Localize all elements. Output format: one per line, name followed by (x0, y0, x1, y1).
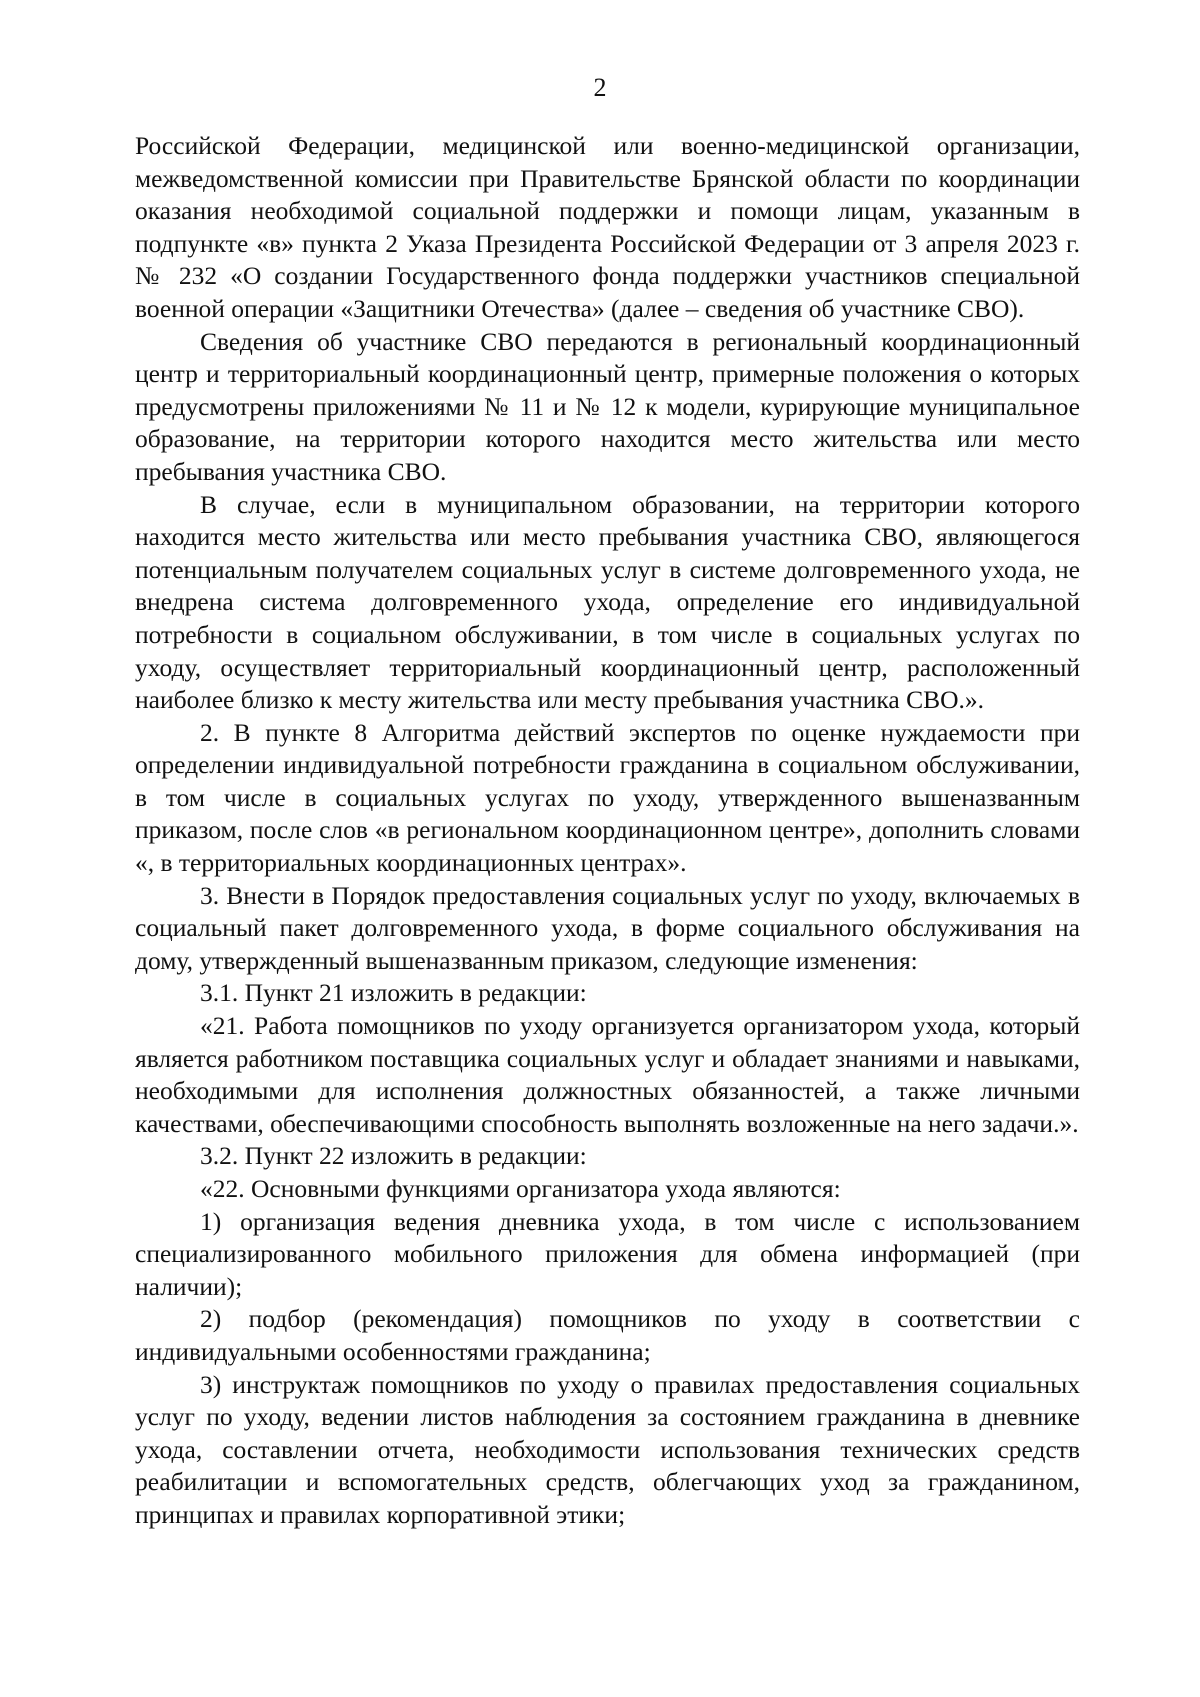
paragraph: Сведения об участнике СВО передаются в региональный координационный центр и территориальный координационный центр, примерные положения о которых предусмотрены приложениями № 11 и № 12 к модели, курирующие муниципальное образование, на территории которого находится место жительства или место пребывания участника СВО. (135, 326, 1080, 486)
page-number: 2 (593, 73, 607, 102)
document-body (135, 130, 1080, 1532)
paragraph: 3.1. Пункт 21 изложить в редакции: (200, 978, 587, 1008)
paragraph: «21. Работа помощников по уходу организуется организатором ухода, который является работником поставщика социальных услуг и обладает знаниями и навыками, необходимыми для исполнения должностных обязанностей, а также личными качествами, обеспечивающими способность выполнять возложенные на него задачи.». (135, 1011, 1080, 1138)
paragraph: 3.2. Пункт 22 изложить в редакции: (200, 1141, 587, 1171)
paragraph: Российской Федерации, медицинской или военно-медицинской организации, межведомственной комиссии при Правительстве Брянской области по координации оказания необходимой социальной поддержки и помощи лицам, указанным в подпункте «в» пункта 2 Указа Президента Российской Федерации от 3 апреля 2023 г. № 232 «О создании Государственного фонда поддержки участников специальной военной операции «Защитники Отечества» (далее – сведения об участнике СВО). (135, 131, 1080, 323)
paragraph: «22. Основными функциями организатора ухода являются: (200, 1174, 841, 1203)
paragraph: 1) организация ведения дневника ухода, в том числе с использованием специализированного мобильного приложения для обмена информацией (при наличии); (135, 1206, 1080, 1301)
paragraph: 3. Внести в Порядок предоставления социальных услуг по уходу, включаемых в социальный пакет долговременного ухода, в форме социального обслуживания на дому, утвержденный вышеназванным приказом, следующие изменения: (135, 880, 1080, 975)
paragraph: 2. В пункте 8 Алгоритма действий экспертов по оценке нуждаемости при определении индивидуальной потребности гражданина в социальном обслуживании, в том числе в социальных услугах по уходу, утвержденного вышеназванным приказом, после слов «в региональном координационном центре», дополнить словами «, в территориальных координационных центрах». (135, 717, 1080, 878)
paragraph: 3) инструктаж помощников по уходу о правилах предоставления социальных услуг по уходу, ведении листов наблюдения за состоянием гражданина в дневнике ухода, составлении отчета, необходимости использования технических средств реабилитации и вспомогательных средств, облегчающих уход за гражданином, принципах и правилах корпоративной этики; (135, 1369, 1080, 1529)
paragraph: 2) подбор (рекомендация) помощников по уходу в соответствии с индивидуальными особенностями гражданина; (135, 1304, 1080, 1366)
paragraph: В случае, если в муниципальном образовании, на территории которого находится место жительства или место пребывания участника СВО, являющегося потенциальным получателем социальных услуг в системе долговременного ухода, не внедрена система долговременного ухода, определение его индивидуальной потребности в социальном обслуживании, в том числе в социальных услугах по уходу, осуществляет территориальный координационный центр, расположенный наиболее близко к месту жительства или месту пребывания участника СВО.». (135, 489, 1080, 715)
